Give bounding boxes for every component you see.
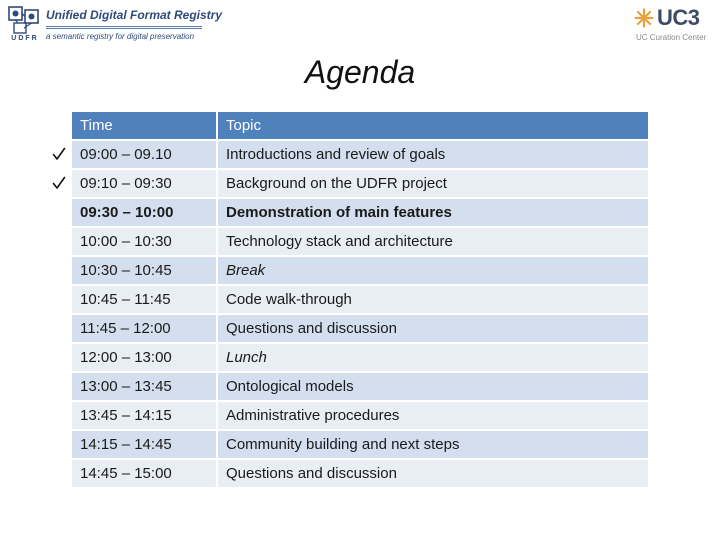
topic-cell: Lunch: [218, 344, 648, 371]
uc3-logo: [634, 7, 712, 47]
column-header-time: Time: [72, 112, 218, 139]
time-cell: 13:45 – 14:15: [72, 402, 218, 429]
topic-cell: Break: [218, 257, 648, 284]
time-cell: 11:45 – 12:00: [72, 315, 218, 342]
topic-cell: Code walk-through: [218, 286, 648, 313]
table-row: [72, 373, 648, 400]
topic-cell: Ontological models: [218, 373, 648, 400]
time-cell: 12:00 – 13:00: [72, 344, 218, 371]
topic-cell: Community building and next steps: [218, 431, 648, 458]
topic-cell: Introductions and review of goals: [218, 141, 648, 168]
time-cell: 09:00 – 09.10: [72, 141, 218, 168]
check-icon-row-1: [52, 147, 66, 161]
header-divider: [46, 26, 202, 29]
header-title: Unified Digital Format Registry: [46, 8, 223, 22]
udfr-logo: [8, 6, 42, 44]
table-row: [72, 228, 648, 255]
header: [46, 7, 223, 42]
topic-cell: Administrative procedures: [218, 402, 648, 429]
table-row: [72, 315, 648, 342]
table-row: [72, 199, 648, 226]
table-row: [72, 402, 648, 429]
time-cell: 13:00 – 13:45: [72, 373, 218, 400]
time-cell: 10:00 – 10:30: [72, 228, 218, 255]
udfr-logo-text: UDFR: [11, 35, 39, 42]
table-header-row: [72, 112, 648, 139]
table-row: [72, 141, 648, 168]
table-row: [72, 344, 648, 371]
topic-cell: Technology stack and architecture: [218, 228, 648, 255]
column-header-topic: Topic: [218, 112, 648, 139]
time-cell: 10:30 – 10:45: [72, 257, 218, 284]
time-cell: 10:45 – 11:45: [72, 286, 218, 313]
topic-cell: Questions and discussion: [218, 460, 648, 487]
header-subtitle: a semantic registry for digital preservation: [46, 32, 195, 41]
time-cell: 09:10 – 09:30: [72, 170, 218, 197]
time-cell: 09:30 – 10:00: [72, 199, 218, 226]
table-row: [72, 170, 648, 197]
topic-cell: Background on the UDFR project: [218, 170, 648, 197]
time-cell: 14:15 – 14:45: [72, 431, 218, 458]
agenda-table: [72, 110, 648, 489]
uc3-star-icon: [634, 8, 654, 28]
table-row: [72, 431, 648, 458]
uc3-subtext: UC Curation Center: [636, 33, 707, 42]
slide-title: Agenda: [304, 54, 416, 90]
table-row: [72, 286, 648, 313]
time-cell: 14:45 – 15:00: [72, 460, 218, 487]
check-icon-row-2: [52, 176, 66, 190]
table-row: [72, 257, 648, 284]
table-row: [72, 460, 648, 487]
topic-cell: Questions and discussion: [218, 315, 648, 342]
topic-cell: Demonstration of main features: [218, 199, 648, 226]
uc3-logo-text: UC3: [657, 5, 700, 30]
